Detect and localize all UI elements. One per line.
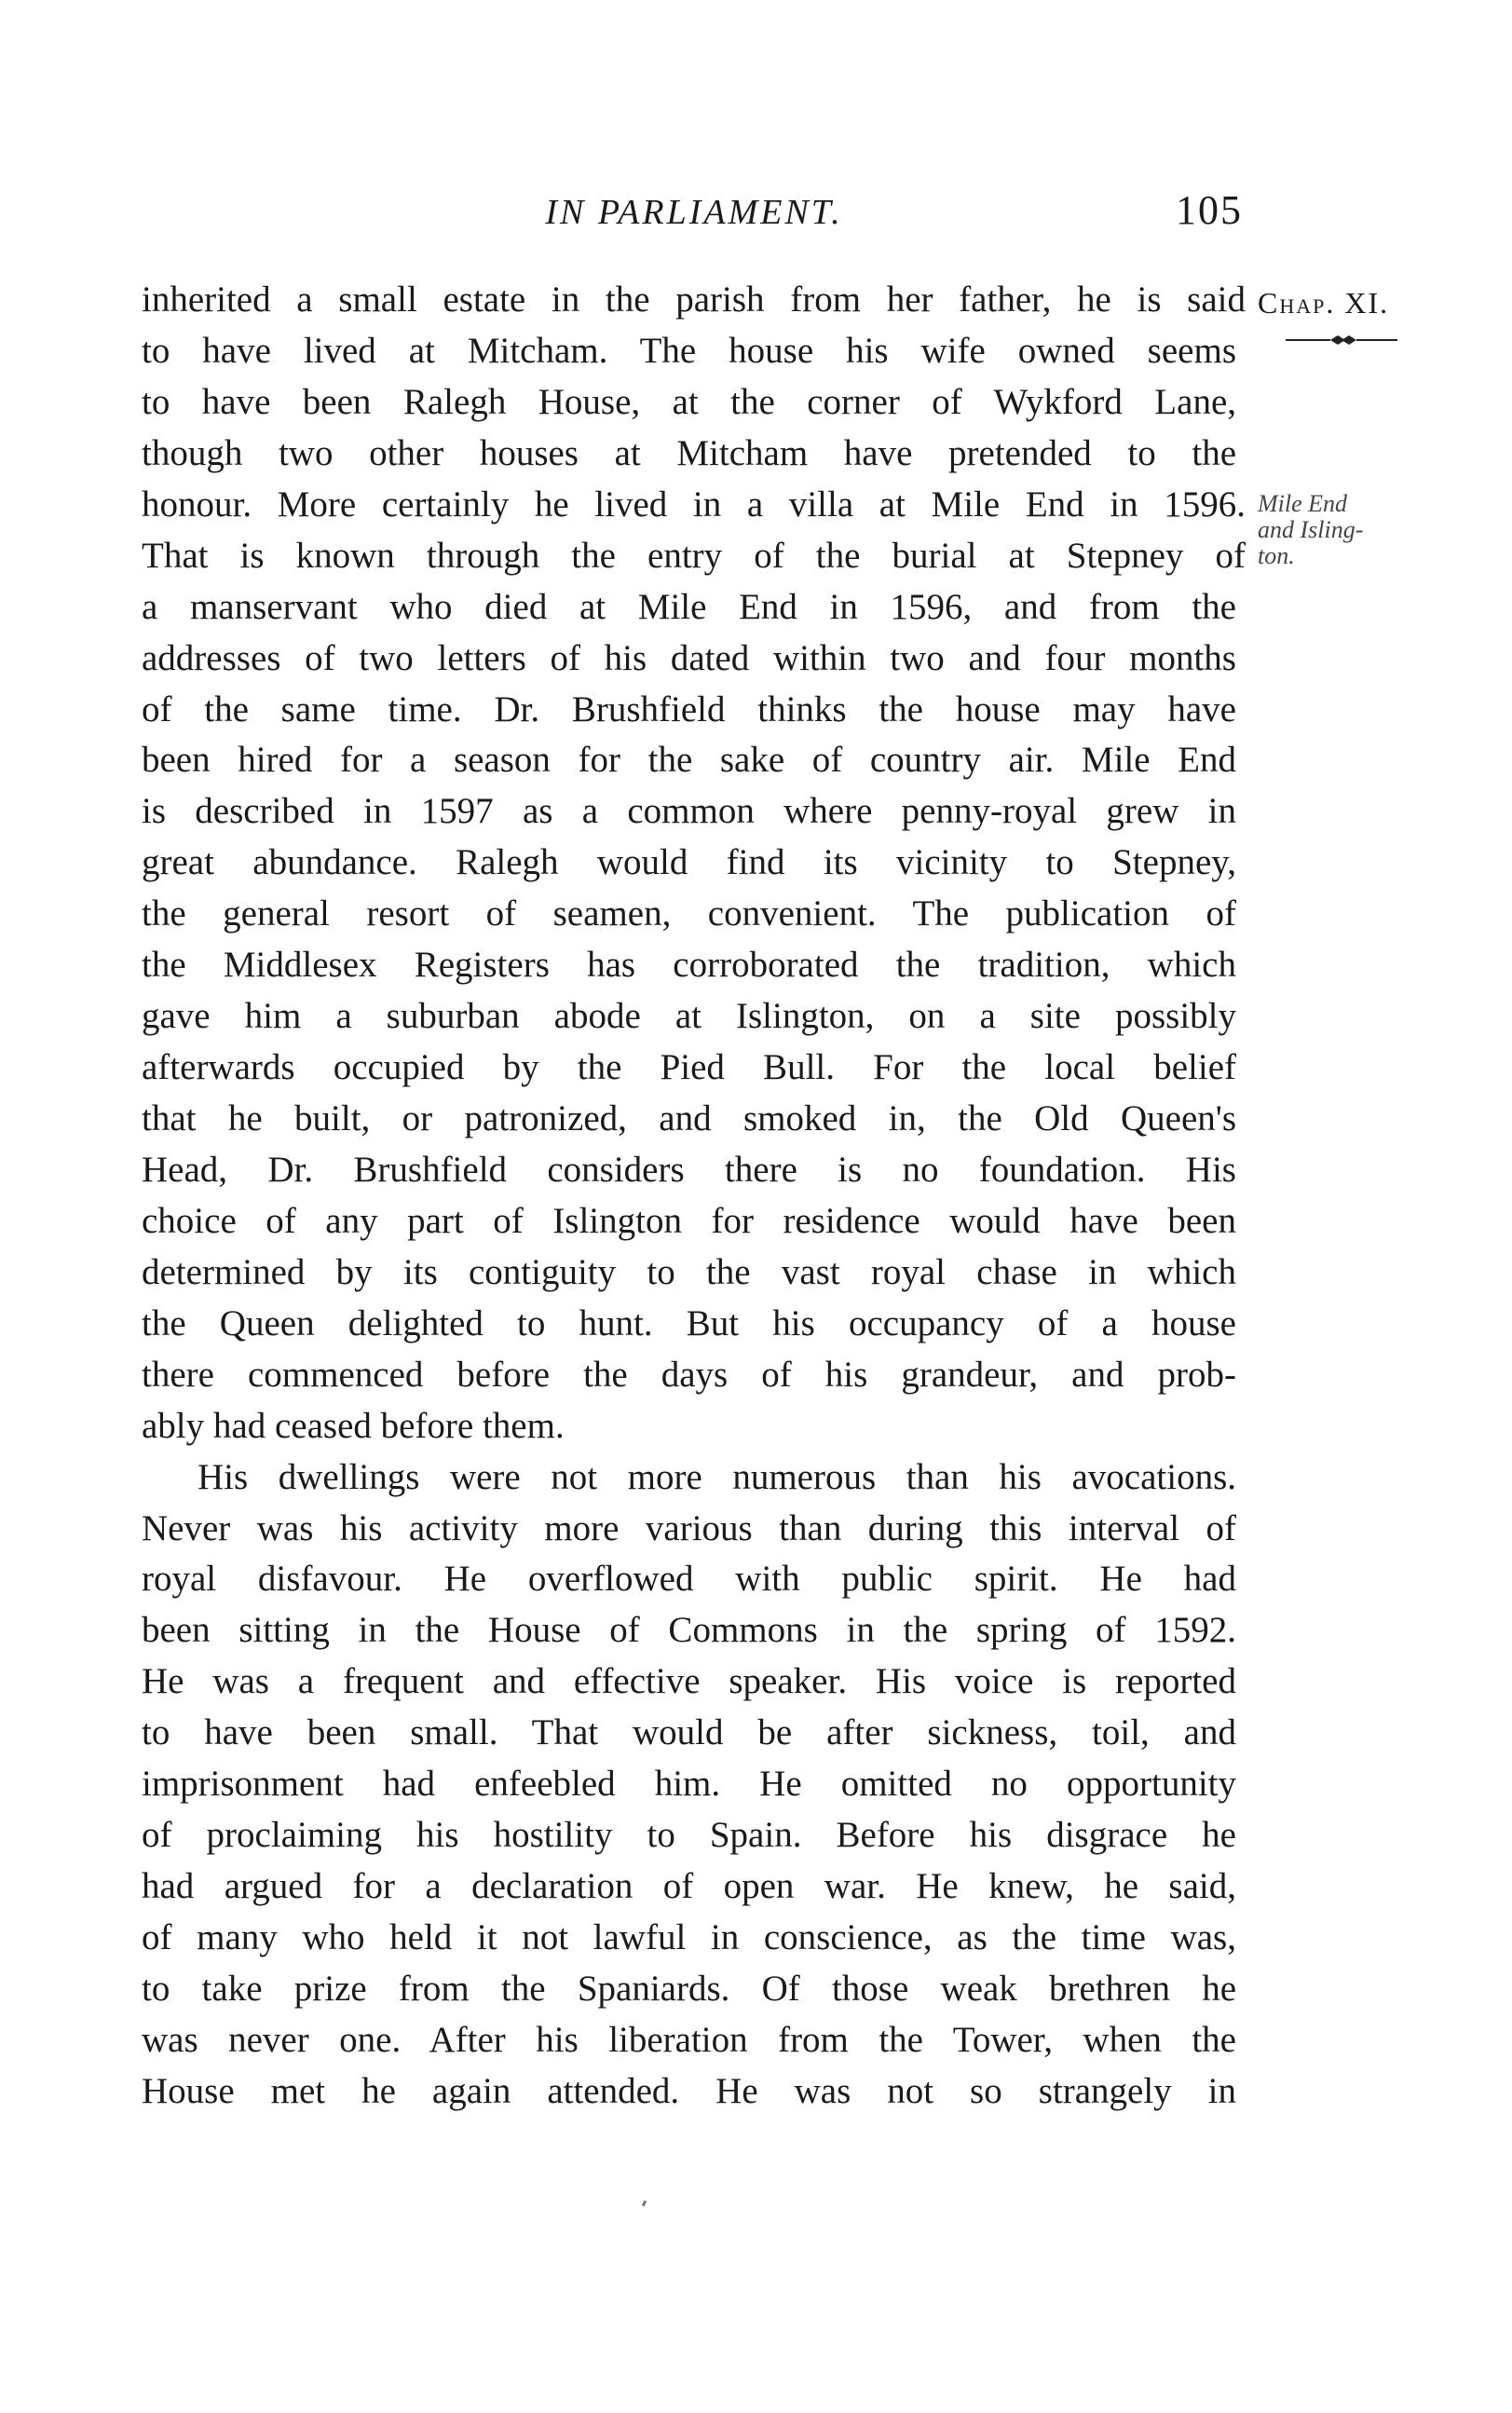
chapter-marker: Chap. XI. — [1258, 286, 1390, 320]
text-line: Never was his activity more various than during this interval of — [142, 1507, 1236, 1548]
text-line: the Queen delighted to hunt. But his occupancy of a house — [142, 1302, 1236, 1343]
text-line: the Middlesex Registers has corroborated the tradition, which — [142, 945, 1236, 986]
text-line: He was a frequent and effective speaker. His voice is reported — [142, 1661, 1236, 1702]
sidenote-line: ton. — [1258, 542, 1295, 569]
running-head — [140, 179, 1248, 235]
text-line: had argued for a declaration of open war. He knew, he said, — [142, 1866, 1236, 1907]
text-line: the general resort of seamen, convenient. The publication of — [142, 893, 1236, 934]
ink-speck — [642, 2201, 647, 2207]
text-line: House met he again attended. He was not so strangely in — [142, 2070, 1236, 2111]
text-line: gave him a suburban abode at Islington, on a site possibly — [142, 996, 1236, 1037]
ornament-rule-icon — [1286, 331, 1397, 349]
text-line: imprisonment had enfeebled him. He omitted no opportunity — [142, 1764, 1236, 1805]
text-line: to have been Ralegh House, at the corner of Wykford Lane, — [142, 381, 1236, 422]
text-line: been sitting in the House of Commons in the spring of 1592. — [142, 1610, 1236, 1651]
text-line: been hired for a season for the sake of country air. Mile End — [142, 740, 1236, 781]
text-line: a manservant who died at Mile End in 1596, and from the — [142, 586, 1236, 627]
sidenote-line: Mile End — [1258, 490, 1348, 517]
text-line: That is known through the entry of the burial at Stepney of — [142, 535, 1246, 576]
text-line: choice of any part of Islington for residence would have been — [142, 1200, 1236, 1241]
text-line: addresses of two letters of his dated within two and four months — [142, 637, 1236, 678]
text-line: afterwards occupied by the Pied Bull. For the local belief — [142, 1047, 1236, 1088]
text-line: of many who held it not lawful in conscience, as the time was, — [142, 1917, 1236, 1957]
text-line: to have lived at Mitcham. The house his wife owned seems — [142, 330, 1236, 371]
text-line: was never one. After his liberation from the Tower, when the — [142, 2019, 1236, 2060]
text-line: to take prize from the Spaniards. Of those weak brethren he — [142, 1968, 1236, 2009]
text-line: determined by its contiguity to the vast royal chase in which — [142, 1251, 1236, 1292]
text-line: royal disfavour. He overflowed with public spirit. He had — [142, 1559, 1236, 1600]
text-line: of the same time. Dr. Brushfield thinks the house may have — [142, 688, 1236, 729]
text-line: of proclaiming his hostility to Spain. Before his disgrace he — [142, 1815, 1236, 1856]
text-line: inherited a small estate in the parish from her father, he is said — [142, 279, 1246, 320]
text-line: that he built, or patronized, and smoked in, the Old Queen's — [142, 1098, 1236, 1138]
text-line: though two other houses at Mitcham have pretended to the — [142, 432, 1236, 473]
sidenote-line: and Isling- — [1258, 516, 1364, 543]
text-line: His dwellings were not more numerous than his avocations. — [198, 1456, 1236, 1497]
text-line: to have been small. That would be after sickness, toil, and — [142, 1712, 1236, 1753]
text-line: Head, Dr. Brushfield considers there is no foundation. His — [142, 1149, 1236, 1190]
text-line: honour. More certainly he lived in a villa at Mile End in 1596. — [142, 484, 1246, 525]
running-title: IN PARLIAMENT. — [545, 193, 843, 232]
page-number: 105 — [1176, 187, 1243, 233]
text-line: there commenced before the days of his grandeur, and prob- — [142, 1354, 1236, 1395]
text-line: is described in 1597 as a common where penny-royal grew in — [142, 791, 1236, 832]
sidenote-mile-end-islington — [1258, 491, 1363, 569]
text-line: ably had ceased before them. — [142, 1405, 565, 1446]
text-line: great abundance. Ralegh would find its vicinity to Stepney, — [142, 842, 1236, 883]
body-text — [142, 275, 1246, 2118]
